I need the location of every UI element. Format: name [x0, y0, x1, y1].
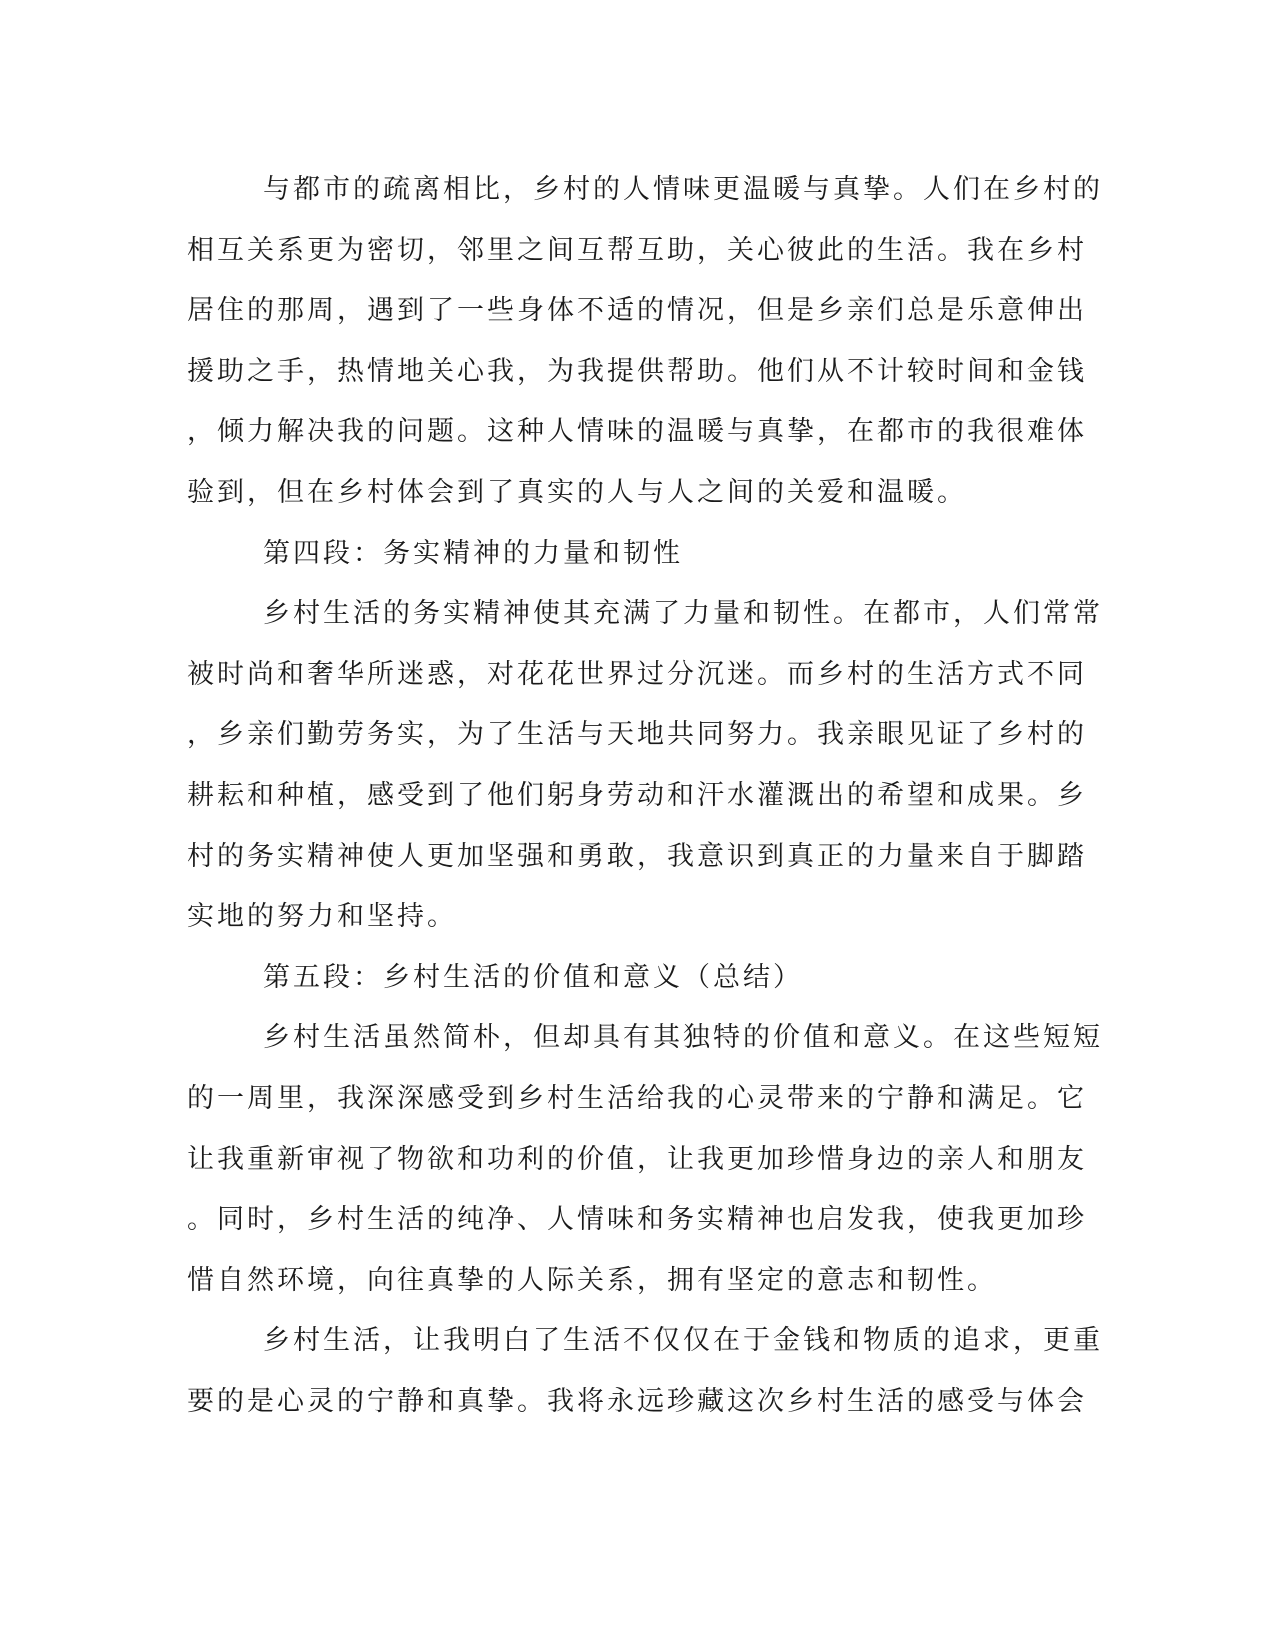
text-line: ，乡亲们勤劳务实，为了生活与天地共同努力。我亲眼见证了乡村的	[187, 719, 1087, 751]
text-line: 被时尚和奢华所迷惑，对花花世界过分沉迷。而乡村的生活方式不同	[187, 658, 1087, 690]
text-line: 村的务实精神使人更加坚强和勇敢，我意识到真正的力量来自于脚踏	[187, 840, 1087, 872]
text-line: 。同时，乡村生活的纯净、人情味和务实精神也启发我，使我更加珍	[187, 1204, 1087, 1236]
text-line: 乡村生活虽然简朴，但却具有其独特的价值和意义。在这些短短	[263, 1022, 1103, 1054]
text-line: 的一周里，我深深感受到乡村生活给我的心灵带来的宁静和满足。它	[187, 1082, 1087, 1114]
section-heading-5: 第五段：乡村生活的价值和意义（总结）	[263, 961, 803, 993]
text-line: 与都市的疏离相比，乡村的人情味更温暖与真挚。人们在乡村的	[263, 174, 1103, 205]
section-heading-4: 第四段：务实精神的力量和韧性	[263, 537, 683, 569]
text-line: 居住的那周，遇到了一些身体不适的情况，但是乡亲们总是乐意伸出	[187, 295, 1087, 327]
text-line: 耕耘和种植，感受到了他们躬身劳动和汗水灌溉出的希望和成果。乡	[187, 779, 1087, 811]
text-line: ，倾力解决我的问题。这种人情味的温暖与真挚，在都市的我很难体	[187, 416, 1087, 448]
document-body	[187, 160, 1103, 1432]
text-line: 要的是心灵的宁静和真挚。我将永远珍藏这次乡村生活的感受与体会	[187, 1385, 1087, 1417]
text-line: 乡村生活，让我明白了生活不仅仅在于金钱和物质的追求，更重	[263, 1325, 1103, 1357]
text-line: 让我重新审视了物欲和功利的价值，让我更加珍惜身边的亲人和朋友	[187, 1143, 1087, 1175]
text-line: 援助之手，热情地关心我，为我提供帮助。他们从不计较时间和金钱	[187, 355, 1087, 387]
text-line: 实地的努力和坚持。	[187, 901, 457, 933]
text-line: 惜自然环境，向往真挚的人际关系，拥有坚定的意志和韧性。	[187, 1264, 997, 1296]
text-line: 相互关系更为密切，邻里之间互帮互助，关心彼此的生活。我在乡村	[187, 234, 1087, 266]
text-line: 验到，但在乡村体会到了真实的人与人之间的关爱和温暖。	[187, 476, 967, 508]
text-line: 乡村生活的务实精神使其充满了力量和韧性。在都市，人们常常	[263, 598, 1103, 630]
